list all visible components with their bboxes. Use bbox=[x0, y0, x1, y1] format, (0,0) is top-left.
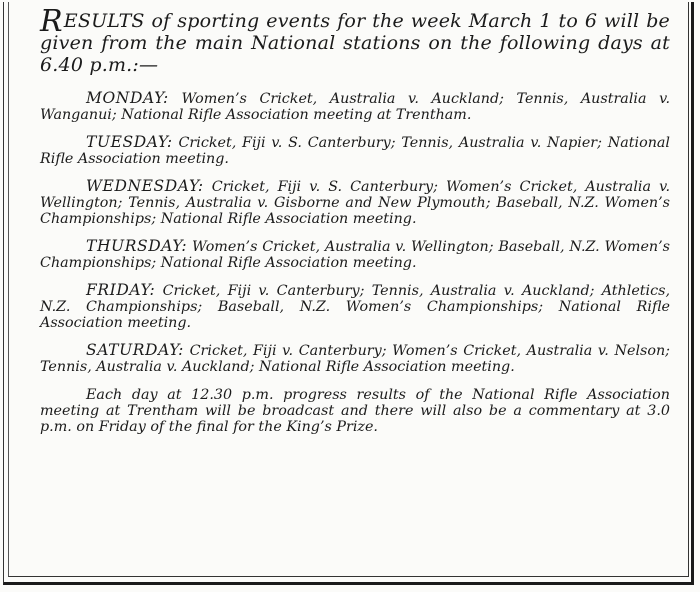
day-label: WEDNESDAY: bbox=[86, 177, 204, 195]
headline-text: ESULTS of sporting events for the week March 1 to 6 will be given from the main National stations on the following days at 6.40 p.m.:— bbox=[40, 10, 670, 76]
drop-cap-letter: R bbox=[40, 4, 63, 39]
day-label: TUESDAY: bbox=[86, 133, 173, 151]
day-events: Women’s Cricket, Australia v. Wellington; Baseball, N.Z. Women’s Championships; National Rifle Association meeting. bbox=[40, 239, 670, 271]
day-events: Cricket, Fiji v. S. Canterbury; Women’s Cricket, Australia v. Wellington; Tennis, Australia v. Gisborne and New Plymouth; Baseball, N.Z. Women’s Championships; National Rifle Association meeting. bbox=[40, 179, 670, 227]
day-label: MONDAY: bbox=[86, 89, 169, 107]
article-body bbox=[40, 4, 670, 446]
schedule-wednesday bbox=[40, 178, 670, 227]
schedule-monday bbox=[40, 90, 670, 123]
day-events: Women’s Cricket, Australia v. Auckland; Tennis, Australia v. Wanganui; National Rifle Association meeting at Trentham. bbox=[40, 91, 670, 123]
schedule-friday bbox=[40, 282, 670, 331]
closing-paragraph: Each day at 12.30 p.m. progress results of the National Rifle Association meeting at Trentham will be broadcast and there will also be a commentary at 3.0 p.m. on Friday of the final for the King’s Prize. bbox=[40, 387, 670, 435]
day-label: FRIDAY: bbox=[86, 281, 156, 299]
day-events: Cricket, Fiji v. Canterbury; Women’s Cricket, Australia v. Nelson; Tennis, Australia v. Auckland; National Rifle Association meeting. bbox=[40, 343, 670, 375]
schedule-saturday bbox=[40, 342, 670, 375]
schedule-thursday bbox=[40, 238, 670, 271]
day-events: Cricket, Fiji v. S. Canterbury; Tennis, Australia v. Napier; National Rifle Association meeting. bbox=[40, 135, 670, 167]
schedule-tuesday bbox=[40, 134, 670, 167]
day-label: SATURDAY: bbox=[86, 341, 184, 359]
article-headline bbox=[40, 4, 670, 76]
day-events: Cricket, Fiji v. Canterbury; Tennis, Australia v. Auckland; Athletics, N.Z. Championships; Baseball, N.Z. Women’s Championships; National Rifle Association meeting. bbox=[40, 283, 670, 331]
day-label: THURSDAY: bbox=[86, 237, 188, 255]
